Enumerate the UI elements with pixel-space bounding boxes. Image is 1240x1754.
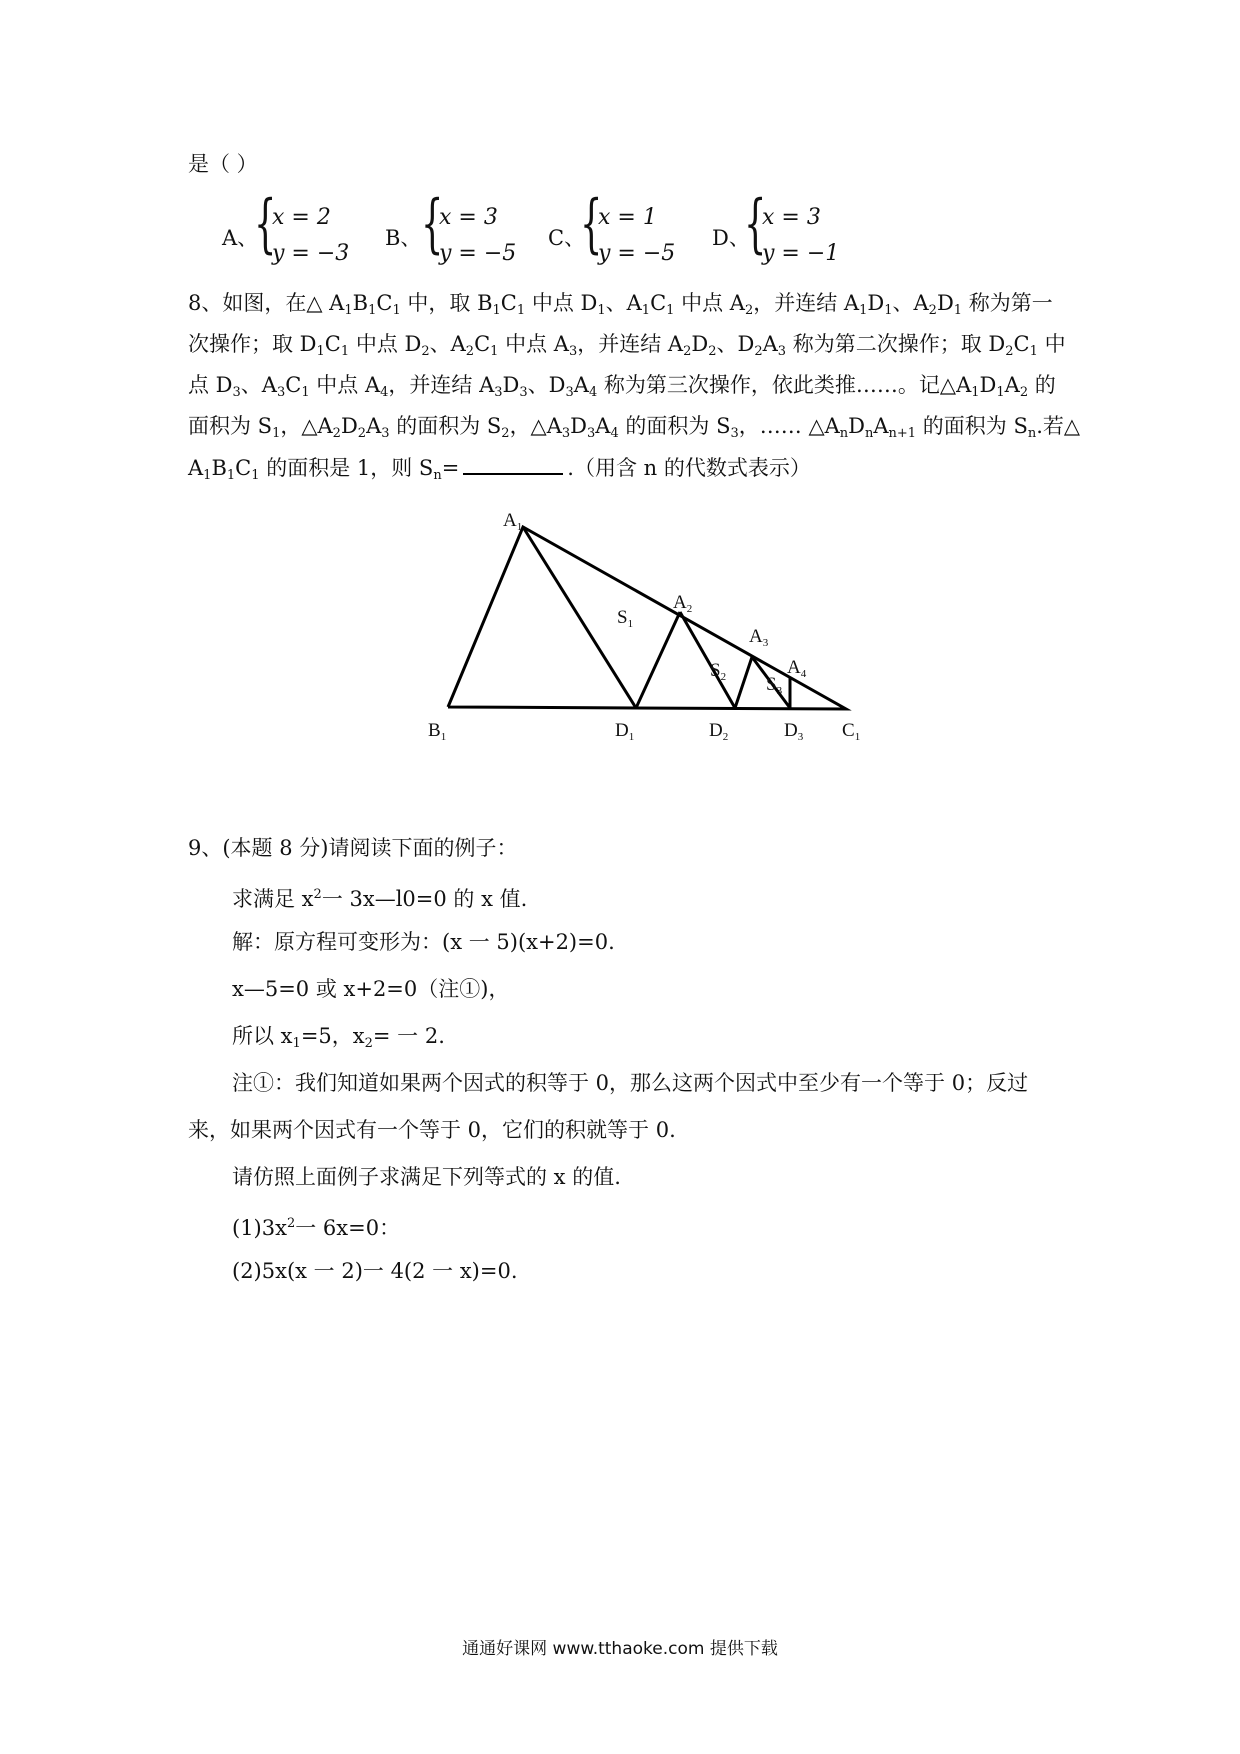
option-b-x: x = 3 <box>439 205 498 230</box>
q8-line-2: 次操作；取 $D_1C_1$ 中点 $D_2$、$A_2C_1$ 中点 $A_3$，并连结 $A_2D_2$、$D_2A_3$ 称为第二次操作；取 $D_2C_1$ 中 <box>188 332 1066 359</box>
option-a-x: x = 2 <box>272 205 331 230</box>
label-s3: $S_3$ <box>766 674 783 697</box>
option-a: A、 { x = 2 y = −3 <box>222 200 362 280</box>
q9-instruction: 请仿照上面例子求满足下列等式的 x 的值. <box>232 1165 621 1189</box>
q8-line-1: 8、如图，在△ $A_1B_1C_1$ 中，取 $B_1C_1$ 中点 $D_1$、$A_1C_1$ 中点 $A_2$，并连结 $A_1D_1$、$A_2D_1$ 称为第一 <box>188 291 1053 318</box>
option-c-label: C、 <box>548 226 586 250</box>
q9-solution: 解：原方程可变形为：(x 一 5)(x+2)=0. <box>232 930 615 954</box>
footer: 通通好课网 www.tthaoke.com 提供下载 <box>462 1639 778 1659</box>
q8-line-3: 点 $D_3$、$A_3C_1$ 中点 $A_4$，并连结 $A_3D_3$、$D_3A_4$ 称为第三次操作，依此类推……。记$\triangle A_1D_1A_2$ 的 <box>188 373 1056 400</box>
label-d3: $D_3$ <box>784 720 804 743</box>
q9-step: x—5=0 或 x+2=0（注①)， <box>232 977 510 1001</box>
q9-note-1: 注①：我们知道如果两个因式的积等于 0，那么这两个因式中至少有一个等于 0；反过 <box>232 1071 1029 1095</box>
option-d-y: y = −1 <box>762 241 840 266</box>
option-a-label: A、 <box>222 226 259 250</box>
q9-example: 求满足 $x^2$一 3x—l0=0 的 x 值. <box>232 887 528 911</box>
q9-title: 9、(本题 8 分)请阅读下面的例子： <box>188 836 518 860</box>
q8-line-5: $A_1B_1C_1$ 的面积是 1，则 $S_n=$ .（用含 n 的代数式表示） <box>188 453 811 490</box>
q9-problem-1: $(1)3x^2$一 6x=0： <box>232 1216 401 1240</box>
label-b1: $B_1$ <box>428 720 447 743</box>
seg-a2-d2 <box>680 612 735 708</box>
option-d: D、 { x = 3 y = −1 <box>712 200 852 280</box>
option-d-x: x = 3 <box>762 205 821 230</box>
q9-note-2: 来，如果两个因式有一个等于 0，它们的积就等于 0. <box>188 1118 676 1142</box>
option-a-y: y = −3 <box>272 241 350 266</box>
option-b: B、 { x = 3 y = −5 <box>385 200 525 280</box>
q9-problem-2: (2)5x(x 一 2)一 4(2 一 x)=0. <box>232 1259 518 1283</box>
option-b-y: y = −5 <box>439 241 517 266</box>
top-line: 是（ ） <box>188 152 258 176</box>
label-a3: $A_3$ <box>749 626 769 649</box>
label-a2: $A_2$ <box>673 592 693 615</box>
label-c1: $C_1$ <box>842 720 861 743</box>
option-d-label: D、 <box>712 226 750 250</box>
label-a1: $A_1$ <box>503 510 523 533</box>
label-d2: $D_2$ <box>709 720 729 743</box>
label-d1: $D_1$ <box>615 720 635 743</box>
option-c-x: x = 1 <box>598 205 657 230</box>
label-a4: $A_4$ <box>787 657 807 680</box>
q9-result: 所以 $x_1=5$，$x_2=$ 一 2. <box>232 1024 445 1051</box>
q8-line-4: 面积为 $S_1$，$\triangle A_2D_2A_3$ 的面积为 $S_2$，$\triangle A_3D_3A_4$ 的面积为 $S_3$，…… $\triangle A_nD_nA_{n+1}$ 的面积为 $S_n$.若△ <box>188 414 1081 441</box>
option-c: C、 { x = 1 y = −5 <box>548 200 688 280</box>
option-c-y: y = −5 <box>598 241 676 266</box>
label-s2: $S_2$ <box>710 660 727 683</box>
label-s1: $S_1$ <box>617 607 634 630</box>
seg-d1-a2 <box>636 612 680 708</box>
seg-d2-a3 <box>735 657 752 708</box>
option-b-label: B、 <box>385 226 422 250</box>
